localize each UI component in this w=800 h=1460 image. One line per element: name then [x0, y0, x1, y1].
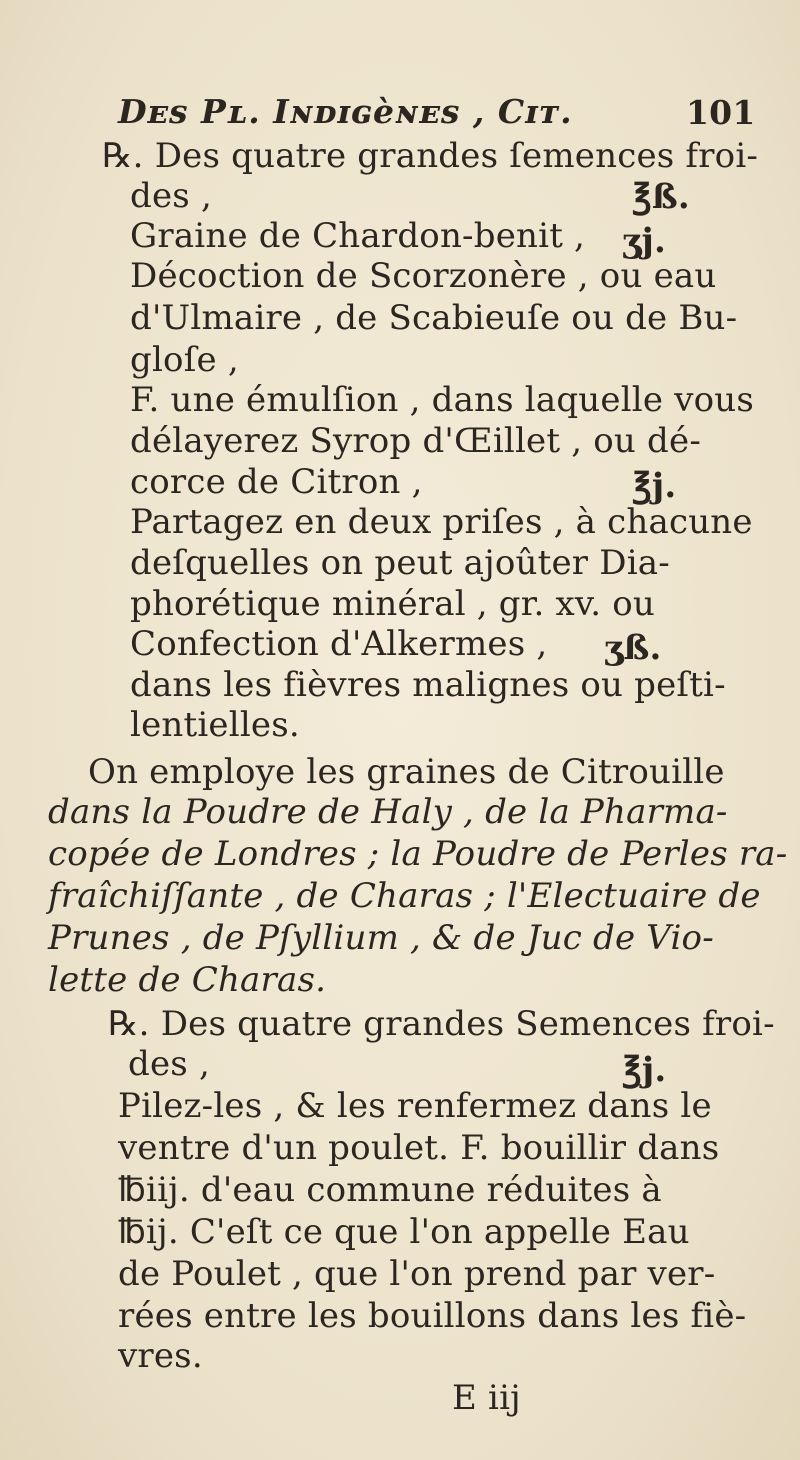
text-line: fraîchiſſante , de Charas ; l'Electuaire de — [48, 876, 761, 916]
text-line: On employe les graines de Citrouille — [88, 752, 725, 792]
text-line: dans la Poudre de Haly , de la Pharma- — [48, 792, 728, 832]
text-line: corce de Citron , — [130, 462, 423, 502]
page-number: 101 — [686, 93, 756, 132]
running-title: Dᴇs Pʟ. Iɴᴅɪɢèɴᴇs , Cɪᴛ. — [118, 92, 573, 131]
text-line: F. une émulſion , dans laquelle vous — [130, 380, 755, 420]
text-line: ℔ij. C'eſt ce que l'on appelle Eau — [118, 1212, 690, 1252]
text-line: gloſe , — [130, 340, 239, 380]
dose-label: ℥j. — [622, 1050, 667, 1090]
text-line: copée de Londres ; la Poudre de Perles ra- — [48, 834, 788, 874]
text-line: ℞. Des quatre grandes Semences froi- — [108, 1004, 775, 1044]
text-line: ℔iij. d'eau commune réduites à — [118, 1170, 662, 1210]
dose-label: ʒj. — [622, 221, 667, 261]
text-line: Pilez-les , & les renfermez dans le — [118, 1086, 712, 1126]
text-line: Partagez en deux priſes , à chacune — [130, 502, 753, 542]
text-line: des , — [128, 1044, 210, 1084]
text-line: deſquelles on peut ajoûter Dia- — [130, 543, 670, 583]
dose-label: ʒß. — [604, 628, 662, 668]
text-line: Confection d'Alkermes , — [130, 624, 548, 664]
dose-label: ℥ß. — [632, 177, 690, 217]
text-line: de Poulet , que l'on prend par ver- — [118, 1254, 716, 1294]
text-line: vres. — [118, 1336, 203, 1376]
text-line: lentielles. — [130, 705, 300, 745]
text-line: des , — [130, 176, 212, 216]
signature-mark: E iij — [452, 1378, 521, 1418]
text-line: Graine de Chardon-benit , — [130, 216, 586, 256]
text-line: lette de Charas. — [48, 960, 327, 1000]
text-line: d'Ulmaire , de Scabieuſe ou de Bu- — [130, 298, 738, 338]
text-line: ventre d'un poulet. F. bouillir dans — [118, 1128, 720, 1168]
text-line: ℞. Des quatre grandes ſemences froi- — [102, 136, 759, 176]
text-line: Prunes , de Pſyllium , & de Juc de Vio- — [48, 918, 714, 958]
text-line: Décoction de Scorzonère , ou eau — [130, 256, 717, 296]
text-line: dans les fièvres malignes ou peſti- — [130, 665, 726, 705]
text-line: phorétique minéral , gr. xv. ou — [130, 584, 656, 624]
text-line: rées entre les bouillons dans les fiè- — [118, 1296, 747, 1336]
dose-label: ℥j. — [632, 466, 677, 506]
text-line: délayerez Syrop d'Œillet , ou dé- — [130, 421, 702, 461]
